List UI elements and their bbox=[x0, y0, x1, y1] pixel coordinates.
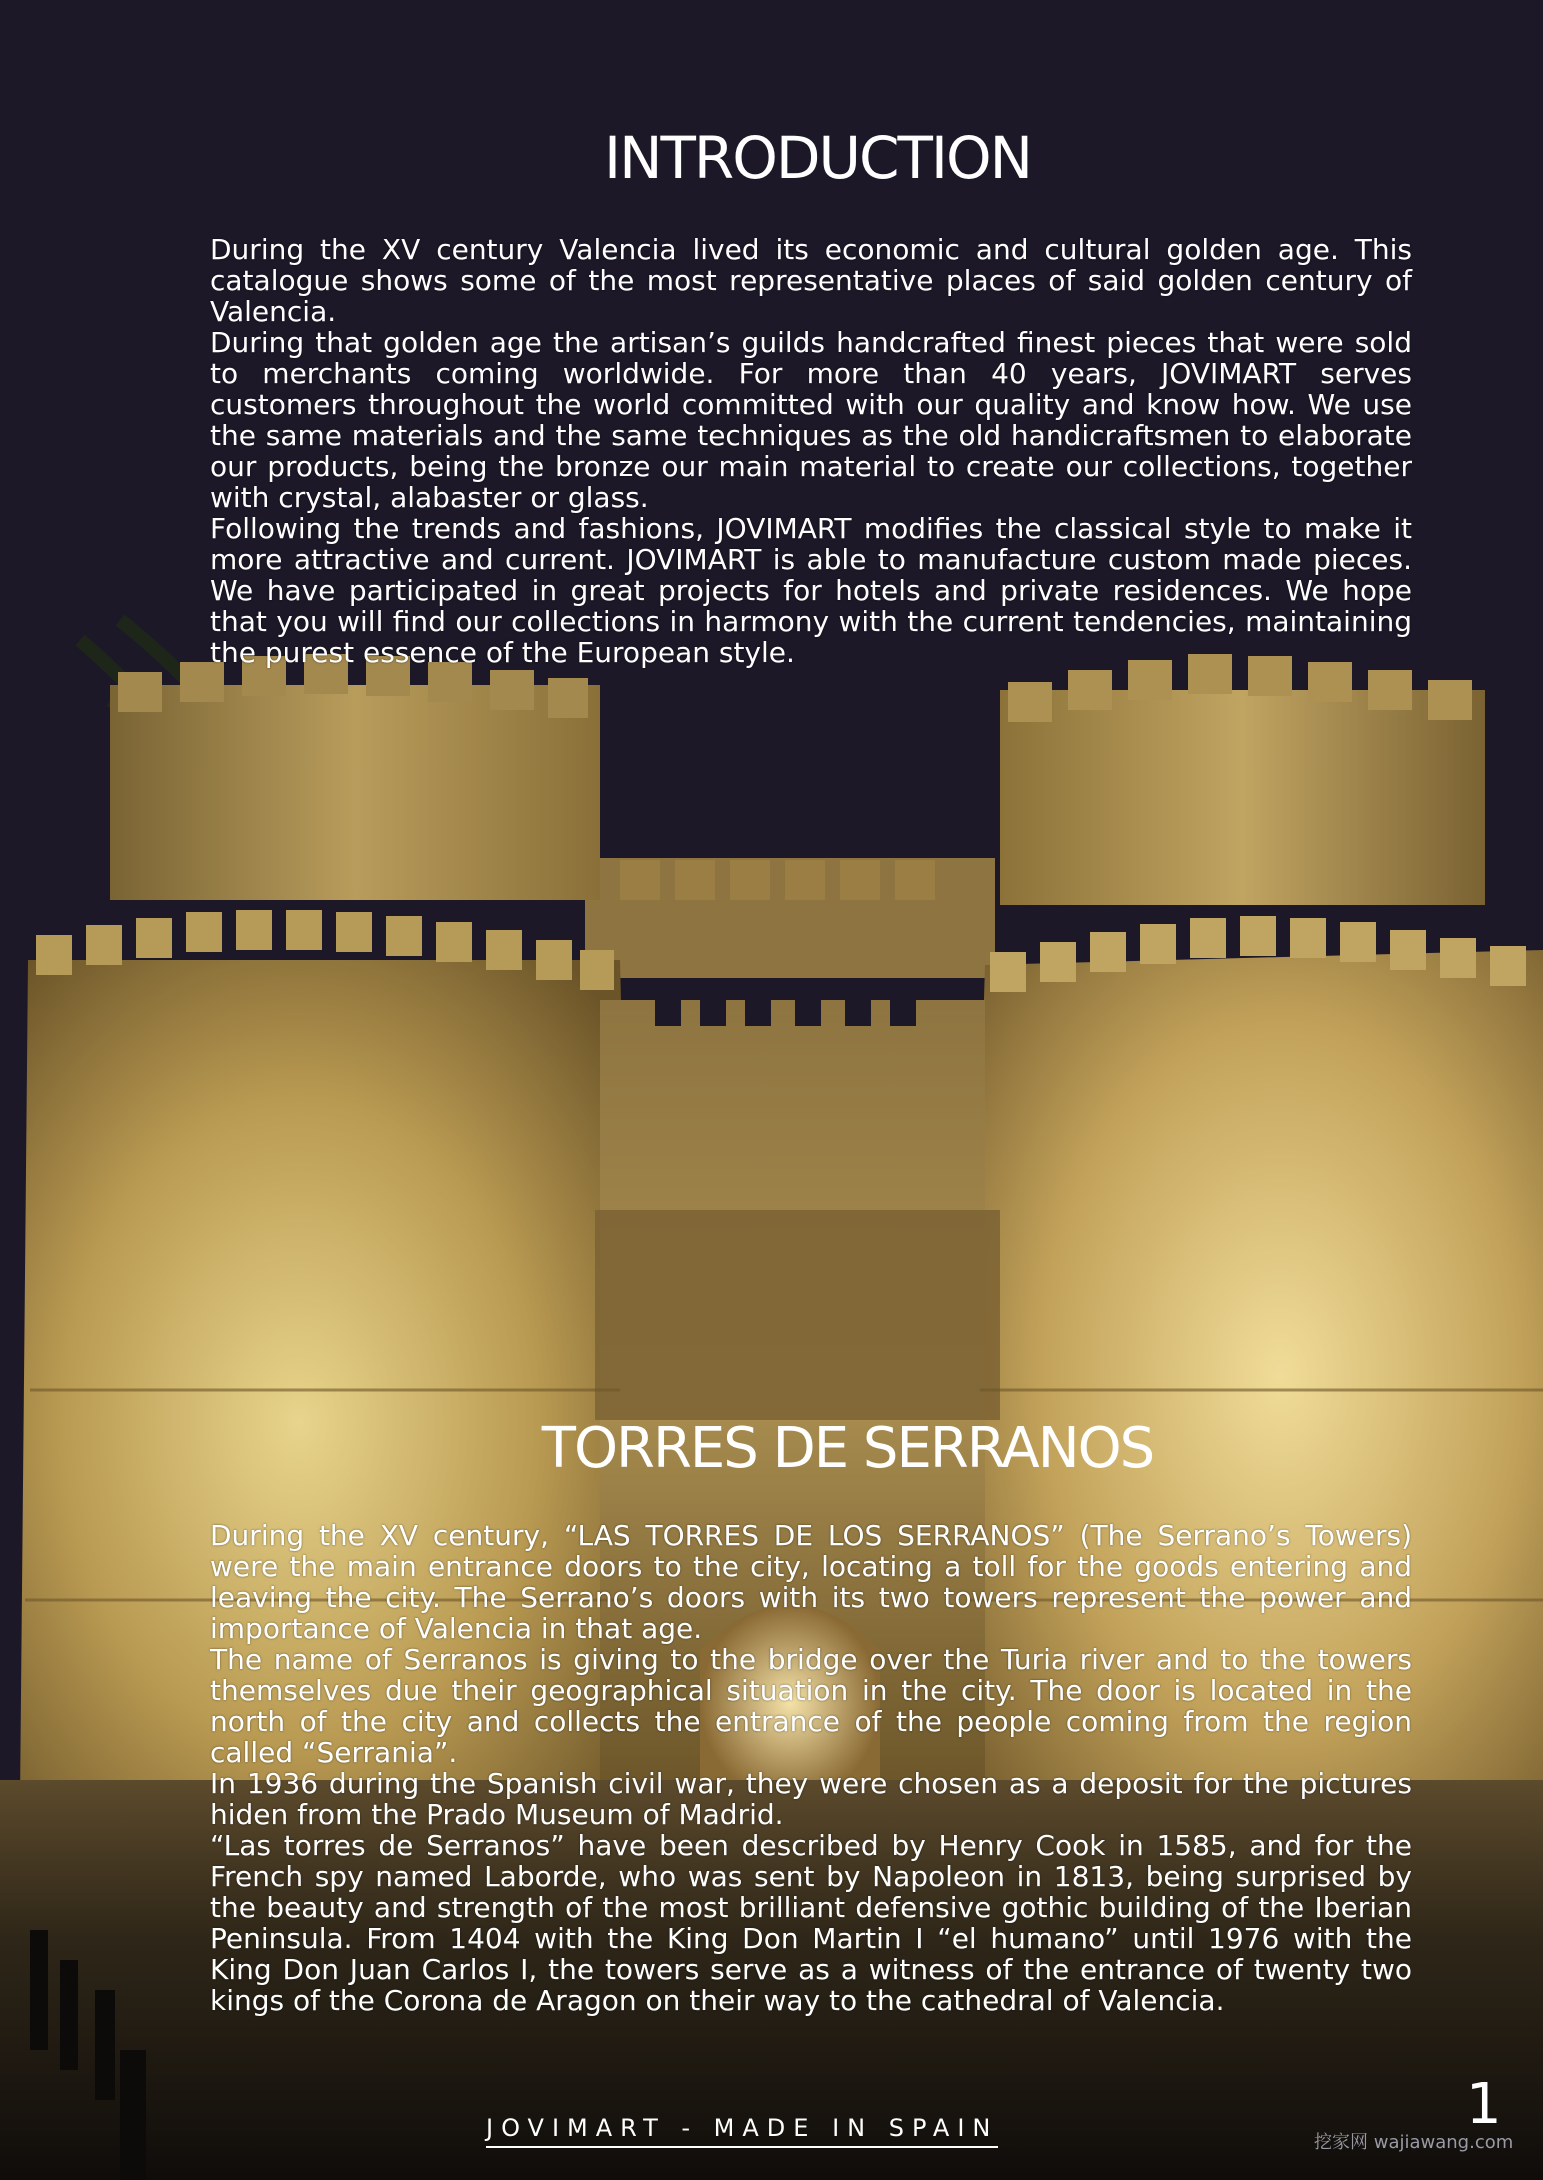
introduction-body bbox=[210, 234, 1412, 668]
site-watermark: 挖家网 wajiawang.com bbox=[1314, 2132, 1514, 2153]
intro-paragraph-1: During the XV century Valencia lived its economic and cultural golden age. This catalogue shows some of the most representative places of said golden century of Valencia. bbox=[210, 233, 1412, 328]
footer-tagline: JOVIMART - MADE IN SPAIN bbox=[486, 2114, 998, 2148]
torres-paragraph-3: In 1936 during the Spanish civil war, they were chosen as a deposit for the pictures hiden from the Prado Museum of Madrid. bbox=[210, 1767, 1412, 1831]
intro-paragraph-2: During that golden age the artisan’s guilds handcrafted finest pieces that were sold to merchants coming worldwide. For more than 40 years, JOVIMART serves customers throughout the world committed with our quality and know how. We use the same materials and the same techniques as the old handicraftsmen to elaborate our products, being the bronze our main material to create our collections, together with crystal, alabaster or glass. bbox=[210, 326, 1412, 514]
page-number: 1 bbox=[1466, 2072, 1502, 2137]
torres-paragraph-1: During the XV century, “LAS TORRES DE LOS SERRANOS” (The Serrano’s Towers) were the main entrance doors to the city, locating a toll for the goods entering and leaving the city. The Serrano’s doors with its two towers represent the power and importance of Valencia in that age. bbox=[210, 1519, 1412, 1645]
introduction-heading: INTRODUCTION bbox=[603, 124, 1032, 192]
torres-heading: TORRES DE SERRANOS bbox=[541, 1416, 1154, 1481]
torres-body bbox=[210, 1520, 1412, 2016]
intro-paragraph-3: Following the trends and fashions, JOVIMART modifies the classical style to make it more attractive and current. JOVIMART is able to manufacture custom made pieces. We have participated in great projects for hotels and private residences. We hope that you will find our collections in harmony with the current tendencies, maintaining the purest essence of the European style. bbox=[210, 512, 1412, 669]
torres-paragraph-2: The name of Serranos is giving to the bridge over the Turia river and to the towers themselves due their geographical situation in the city. The door is located in the north of the city and collects the entrance of the people coming from the region called “Serrania”. bbox=[210, 1643, 1412, 1769]
torres-paragraph-4: “Las torres de Serranos” have been described by Henry Cook in 1585, and for the French spy named Laborde, who was sent by Napoleon in 1813, being surprised by the beauty and strength of the most brilliant defensive gothic building of the Iberian Peninsula. From 1404 with the King Don Martin I “el humano” until 1976 with the King Don Juan Carlos I, the towers serve as a witness of the entrance of twenty two kings of the Corona de Aragon on their way to the cathedral of Valencia. bbox=[210, 1829, 1412, 2017]
